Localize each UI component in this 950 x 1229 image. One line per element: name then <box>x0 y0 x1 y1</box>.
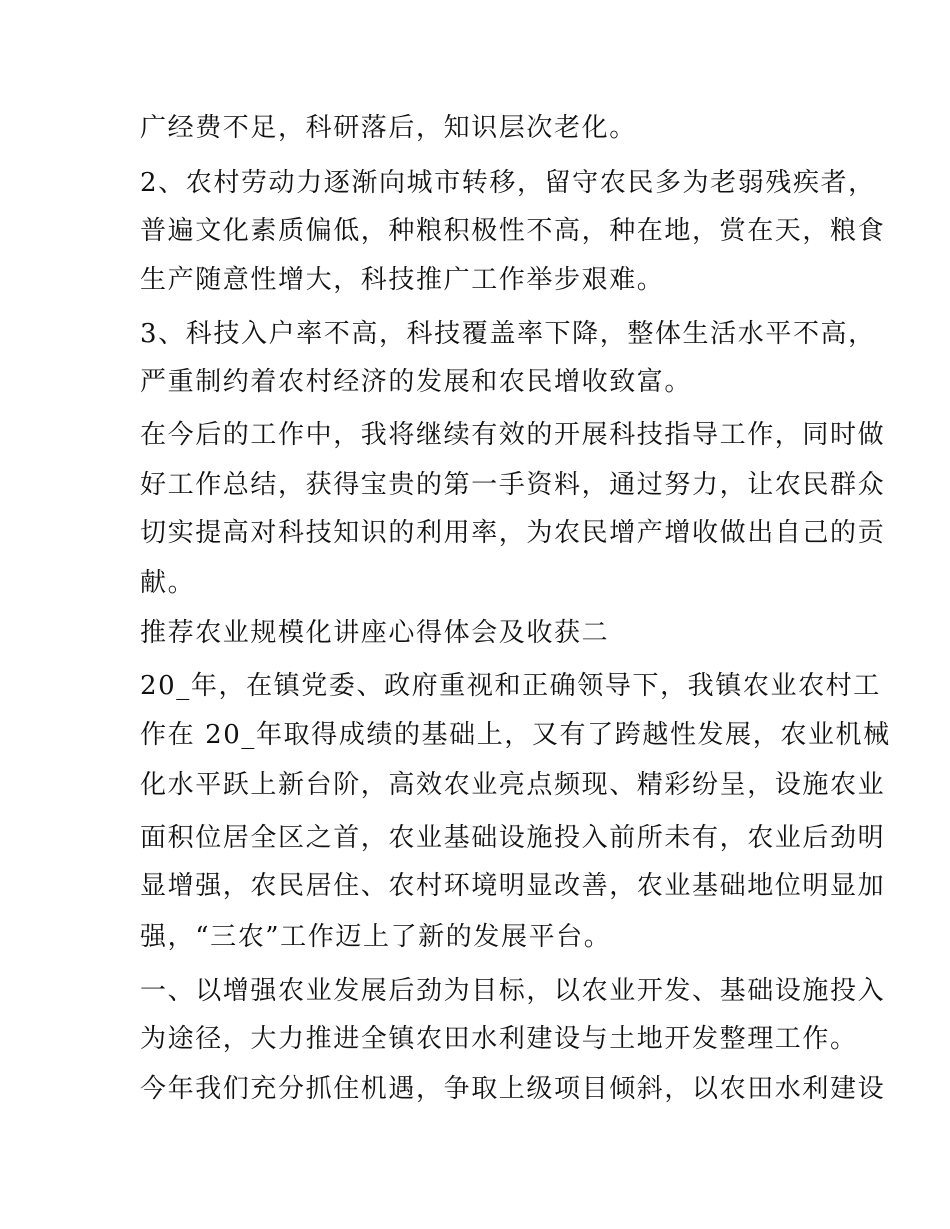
text-line: 普遍文化素质偏低，种粮积极性不高，种在地，赏在天，粮食 <box>140 216 886 246</box>
text-line: 为途径，大力推进全镇农田水利建设与土地开发整理工作。 <box>140 1024 858 1054</box>
text-line: 面积位居全区之首，农业基础设施投入前所未有，农业后劲明 <box>140 823 886 853</box>
text-line: 显增强，农民居住、农村环境明显改善，农业基础地位明显加 <box>140 871 886 901</box>
text-line: 在今后的工作中，我将继续有效的开展科技指导工作，同时做 <box>140 420 886 450</box>
text-line: 3、科技入户率不高，科技覆盖率下降，整体生活水平不高， <box>140 319 876 349</box>
text-line: 切实提高对科技知识的利用率，为农民增产增收做出自己的贡 <box>140 518 886 548</box>
text-line: 严重制约着农村经济的发展和农民增收致富。 <box>140 367 693 397</box>
section-heading: 推荐农业规模化讲座心得体会及收获二 <box>140 618 610 648</box>
text-line: 2、农村劳动力逐渐向城市转移，留守农民多为老弱残疾者， <box>140 168 876 198</box>
text-line: 广经费不足，科研落后，知识层次老化。 <box>140 113 637 143</box>
text-line: 作在 20_年取得成绩的基础上，又有了跨越性发展，农业机械 <box>140 720 891 750</box>
text-line: 强，“三农”工作迈上了新的发展平台。 <box>140 922 612 952</box>
text-line: 生产随意性增大，科技推广工作举步艰难。 <box>140 265 665 295</box>
text-line: 今年我们充分抓住机遇，争取上级项目倾斜，以农田水利建设 <box>140 1074 886 1104</box>
text-line: 献。 <box>140 568 196 598</box>
text-line: 一、以增强农业发展后劲为目标，以农业开发、基础设施投入 <box>140 976 886 1006</box>
text-line: 20_年，在镇党委、政府重视和正确领导下，我镇农业农村工 <box>140 671 881 701</box>
text-line: 好工作总结，获得宝贵的第一手资料，通过努力，让农民群众 <box>140 470 886 500</box>
text-line: 化水平跃上新台阶，高效农业亮点频现、精彩纷呈，设施农业 <box>140 770 886 800</box>
